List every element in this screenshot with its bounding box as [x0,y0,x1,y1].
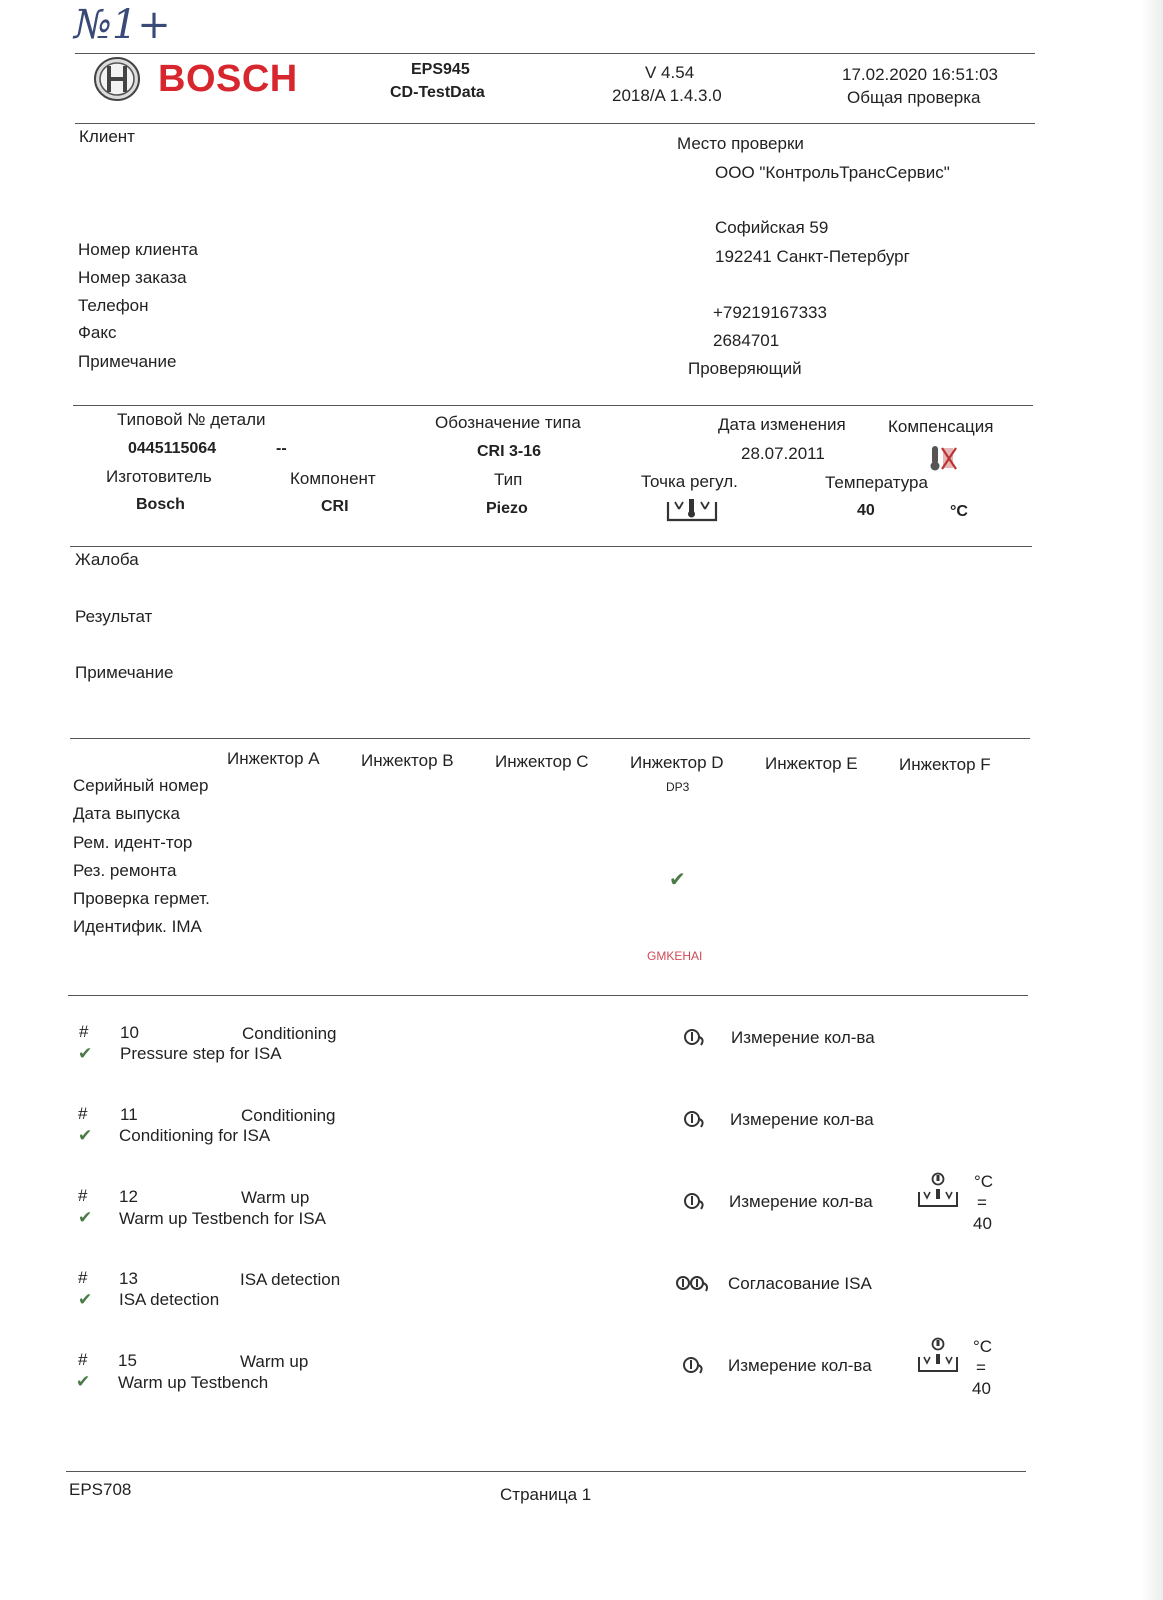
manufacturer-label: Изготовитель [106,467,212,486]
compensation-label: Компенсация [888,417,994,436]
location-city: 192241 Санкт-Петербург [715,247,910,266]
step-number: 11 [120,1105,138,1124]
step-passed-check-icon: ✔ [78,1290,93,1309]
bosch-logo-icon [93,56,141,102]
step-hash: # [79,1022,89,1041]
isa-match-icon [675,1273,711,1293]
release-date-label: Дата выпуска [73,804,180,823]
step-passed-check-icon: ✔ [78,1208,93,1227]
software-version: V 4.54 [645,63,695,82]
software-build: 2018/A 1.4.3.0 [612,86,722,105]
page-number: Страница 1 [500,1485,592,1504]
step-temp-equals: = [977,1193,987,1212]
step-hash: # [78,1104,88,1123]
warmup-thermo-icon [916,1172,960,1210]
repair-result-label: Рез. ремонта [73,861,177,880]
injector-f-header: Инжектор F [899,755,991,774]
remarks-section-rule [70,738,1030,739]
injector-d-leak-check-icon: ✔ [669,869,686,891]
client-number-label: Номер клиента [78,240,198,259]
client-note-label: Примечание [78,352,177,371]
step-kind: Warm up [241,1188,310,1207]
setpoint-icon [665,496,719,524]
injector-d-ima: GMKEHAI [647,949,703,963]
step-passed-check-icon: ✔ [76,1372,91,1391]
setpoint-label: Точка регул. [641,472,738,491]
step-action: Измерение кол-ва [729,1192,873,1211]
part-number-suffix: -- [276,440,287,457]
repair-id-label: Рем. идент-тор [73,833,193,852]
injector-d-serial: DP3 [666,780,690,794]
step-description: Warm up Testbench [118,1373,269,1392]
injector-c-header: Инжектор C [495,752,589,771]
client-title: Клиент [79,127,135,146]
brand-name: BOSCH [158,58,298,100]
step-kind: ISA detection [240,1270,341,1289]
header-top-rule [75,53,1035,54]
header-bottom-rule [75,123,1035,124]
manufacturer-value: Bosch [136,496,185,513]
step-temp-value: 40 [972,1379,991,1398]
step-hash: # [78,1186,88,1205]
step-kind: Warm up [240,1352,309,1371]
temperature-label: Температура [825,473,928,492]
quantity-measure-icon [683,1109,707,1129]
step-number: 12 [119,1187,138,1206]
injector-b-header: Инжектор B [361,751,454,770]
step-temp-equals: = [976,1358,986,1377]
result-label: Результат [75,607,153,626]
quantity-measure-icon [683,1027,707,1047]
injector-d-header: Инжектор D [630,753,724,772]
quantity-measure-icon [683,1191,707,1211]
location-title: Место проверки [677,134,804,153]
step-passed-check-icon: ✔ [78,1126,93,1145]
step-action: Измерение кол-ва [731,1028,875,1047]
scan-edge-shadow [1141,0,1163,1600]
test-kind: Общая проверка [847,88,981,107]
location-phone: +79219167333 [713,303,827,322]
warmup-thermo-icon [916,1337,960,1375]
step-temp-unit: °C [974,1172,994,1191]
kind-value: Piezo [486,500,528,517]
footer-code: EPS708 [69,1480,132,1499]
complaint-label: Жалоба [75,550,139,569]
footer-rule [66,1471,1026,1472]
part-number-label: Типовой № детали [117,410,266,429]
remark-note-label: Примечание [75,663,174,682]
step-action: Измерение кол-ва [730,1110,874,1129]
step-kind: Conditioning [242,1024,337,1043]
step-description: Conditioning for ISA [119,1126,271,1145]
step-temp-value: 40 [973,1214,992,1233]
step-description: ISA detection [119,1290,220,1309]
change-date-value: 28.07.2011 [741,444,825,463]
step-description: Pressure step for ISA [120,1044,282,1063]
fax-label: Факс [78,323,117,342]
temperature-unit: °C [950,503,968,520]
type-designation-value: CRI 3-16 [477,443,542,460]
inspector-label: Проверяющий [688,359,802,378]
location-company: ООО "КонтрольТрансСервис" [715,163,950,182]
step-action: Измерение кол-ва [728,1356,872,1375]
step-kind: Conditioning [241,1106,336,1125]
leak-test-label: Проверка гермет. [73,889,210,908]
location-street: Софийская 59 [715,218,829,237]
step-description: Warm up Testbench for ISA [119,1209,326,1228]
client-section-rule [73,405,1033,406]
component-value: CRI [321,498,349,515]
component-label: Компонент [290,469,376,488]
injector-e-header: Инжектор E [765,754,858,773]
part-section-rule [70,546,1032,547]
quantity-measure-icon [682,1355,706,1375]
temperature-value: 40 [857,502,875,519]
order-number-label: Номер заказа [78,268,187,287]
report-datetime: 17.02.2020 16:51:03 [842,65,998,84]
step-number: 15 [118,1351,137,1370]
phone-label: Телефон [78,296,149,315]
step-number: 10 [120,1023,139,1042]
compensation-off-icon [928,444,962,472]
step-hash: # [78,1268,88,1287]
change-date-label: Дата изменения [718,415,846,434]
type-designation-label: Обозначение типа [435,413,581,432]
location-fax: 2684701 [713,331,780,350]
data-source: CD-TestData [390,84,485,101]
step-hash: # [78,1350,88,1369]
part-number-value: 0445115064 [128,440,217,457]
injector-section-rule [68,995,1028,996]
step-temp-unit: °C [973,1337,993,1356]
step-action: Согласование ISA [728,1274,872,1293]
step-passed-check-icon: ✔ [78,1044,93,1063]
ima-id-label: Идентифик. IMA [73,917,202,936]
step-number: 13 [119,1269,138,1288]
injector-a-header: Инжектор A [227,749,320,768]
device-name: EPS945 [411,61,470,78]
kind-label: Тип [494,470,523,489]
handwritten-annotation: №1+ [74,2,171,48]
serial-number-label: Серийный номер [73,776,209,795]
